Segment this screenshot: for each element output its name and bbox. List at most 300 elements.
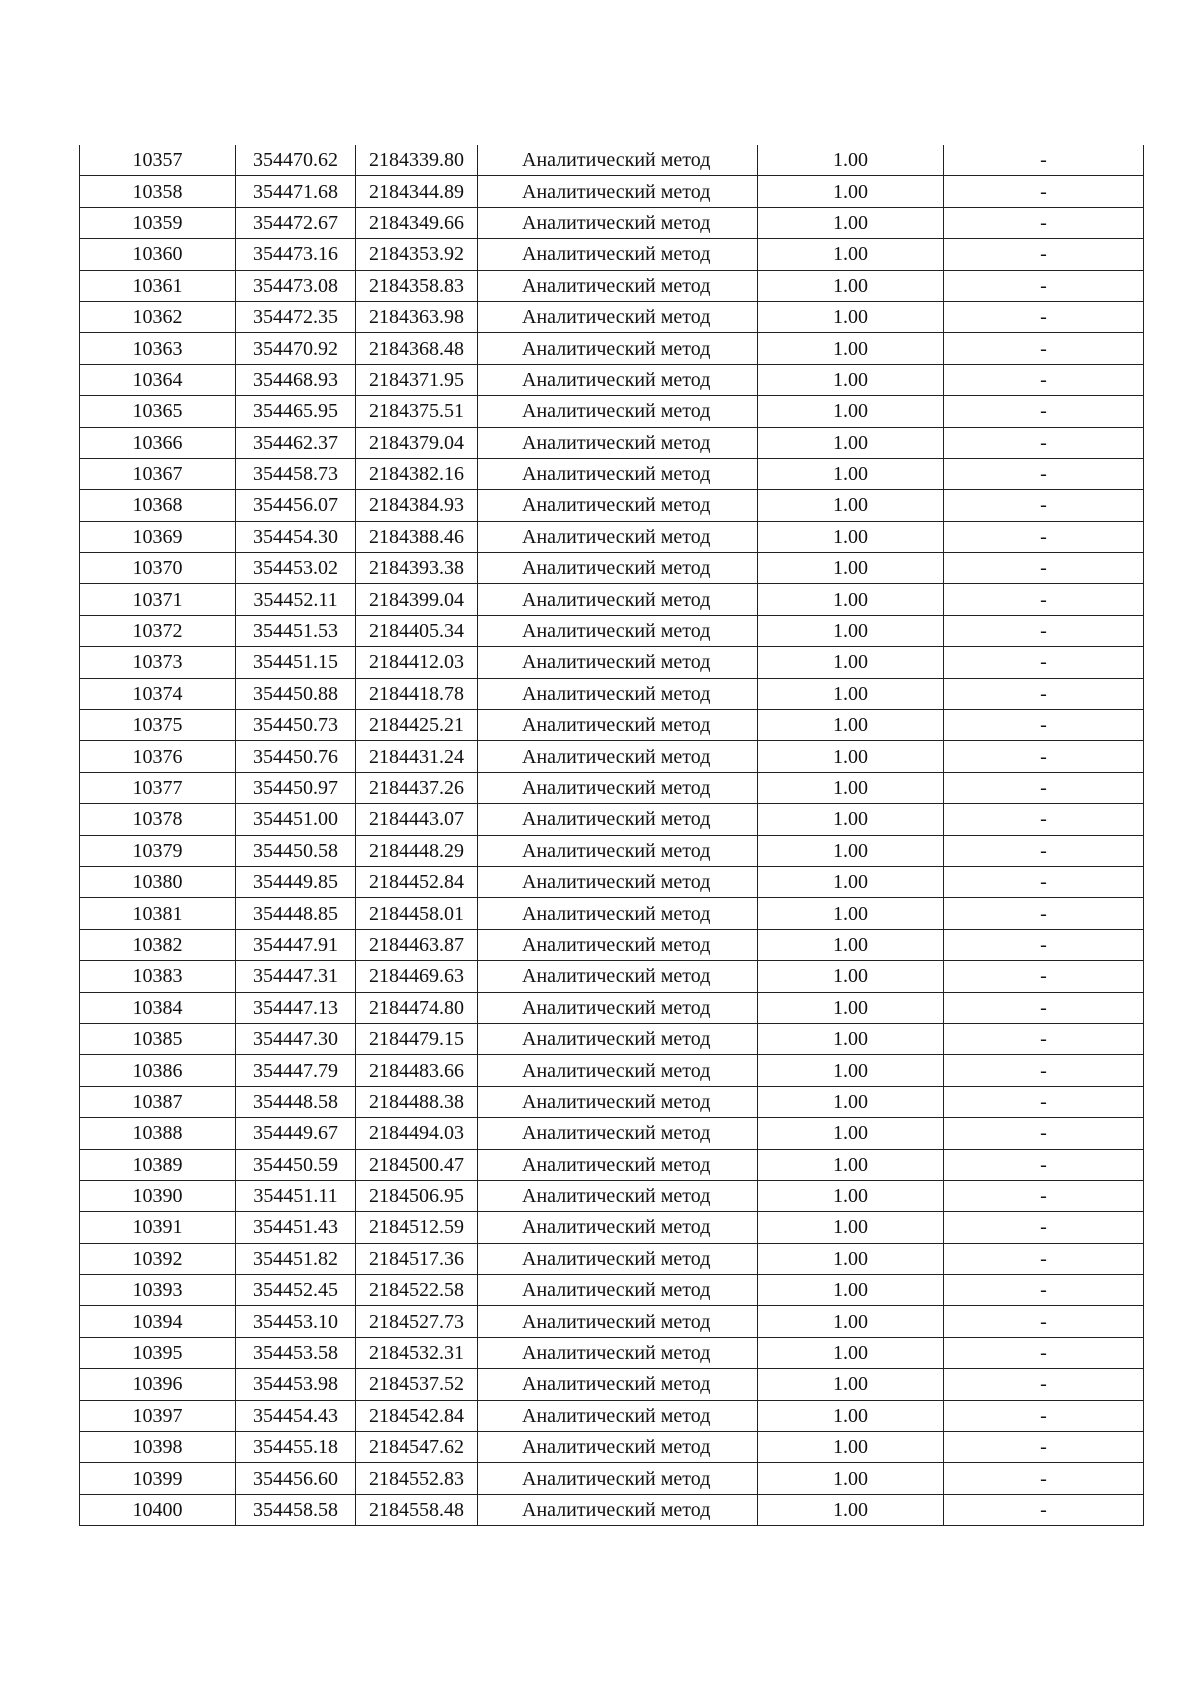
description-cell: - (944, 145, 1144, 176)
accuracy-cell: 1.00 (758, 647, 944, 678)
point-number-cell: 10381 (80, 898, 236, 929)
y-coordinate-cell: 2184412.03 (356, 647, 478, 678)
accuracy-cell: 1.00 (758, 1023, 944, 1054)
description-cell: - (944, 333, 1144, 364)
x-coordinate-cell: 354451.15 (236, 647, 356, 678)
table-row (80, 427, 1144, 458)
x-coordinate-cell: 354447.31 (236, 961, 356, 992)
description-cell: - (944, 207, 1144, 238)
y-coordinate-cell: 2184393.38 (356, 553, 478, 584)
point-number-cell: 10375 (80, 710, 236, 741)
x-coordinate-cell: 354451.11 (236, 1180, 356, 1211)
method-cell: Аналитический метод (478, 835, 758, 866)
method-cell: Аналитический метод (478, 490, 758, 521)
method-cell: Аналитический метод (478, 1118, 758, 1149)
method-cell: Аналитический метод (478, 396, 758, 427)
point-number-cell: 10394 (80, 1306, 236, 1337)
table-row (80, 584, 1144, 615)
point-number-cell: 10374 (80, 678, 236, 709)
y-coordinate-cell: 2184371.95 (356, 364, 478, 395)
y-coordinate-cell: 2184506.95 (356, 1180, 478, 1211)
point-number-cell: 10363 (80, 333, 236, 364)
x-coordinate-cell: 354452.45 (236, 1275, 356, 1306)
x-coordinate-cell: 354465.95 (236, 396, 356, 427)
x-coordinate-cell: 354447.79 (236, 1055, 356, 1086)
description-cell: - (944, 176, 1144, 207)
accuracy-cell: 1.00 (758, 458, 944, 489)
accuracy-cell: 1.00 (758, 427, 944, 458)
description-cell: - (944, 1337, 1144, 1368)
table-row (80, 145, 1144, 176)
description-cell: - (944, 1086, 1144, 1117)
x-coordinate-cell: 354458.58 (236, 1494, 356, 1525)
table-row (80, 239, 1144, 270)
accuracy-cell: 1.00 (758, 1337, 944, 1368)
x-coordinate-cell: 354472.67 (236, 207, 356, 238)
accuracy-cell: 1.00 (758, 804, 944, 835)
description-cell: - (944, 458, 1144, 489)
description-cell: - (944, 1306, 1144, 1337)
method-cell: Аналитический метод (478, 1180, 758, 1211)
table-row (80, 1243, 1144, 1274)
table-row (80, 458, 1144, 489)
table-row (80, 1275, 1144, 1306)
y-coordinate-cell: 2184552.83 (356, 1463, 478, 1494)
x-coordinate-cell: 354449.67 (236, 1118, 356, 1149)
y-coordinate-cell: 2184344.89 (356, 176, 478, 207)
description-cell: - (944, 678, 1144, 709)
x-coordinate-cell: 354454.43 (236, 1400, 356, 1431)
point-number-cell: 10390 (80, 1180, 236, 1211)
description-cell: - (944, 1149, 1144, 1180)
table-row (80, 1086, 1144, 1117)
description-cell: - (944, 1118, 1144, 1149)
description-cell: - (944, 553, 1144, 584)
x-coordinate-cell: 354453.10 (236, 1306, 356, 1337)
y-coordinate-cell: 2184358.83 (356, 270, 478, 301)
table-row (80, 553, 1144, 584)
method-cell: Аналитический метод (478, 678, 758, 709)
point-number-cell: 10391 (80, 1212, 236, 1243)
table-row (80, 710, 1144, 741)
y-coordinate-cell: 2184399.04 (356, 584, 478, 615)
description-cell: - (944, 866, 1144, 897)
description-cell: - (944, 1055, 1144, 1086)
point-number-cell: 10383 (80, 961, 236, 992)
accuracy-cell: 1.00 (758, 333, 944, 364)
table-row (80, 1306, 1144, 1337)
description-cell: - (944, 804, 1144, 835)
table-row (80, 615, 1144, 646)
y-coordinate-cell: 2184532.31 (356, 1337, 478, 1368)
method-cell: Аналитический метод (478, 521, 758, 552)
accuracy-cell: 1.00 (758, 521, 944, 552)
y-coordinate-cell: 2184431.24 (356, 741, 478, 772)
accuracy-cell: 1.00 (758, 772, 944, 803)
accuracy-cell: 1.00 (758, 145, 944, 176)
x-coordinate-cell: 354451.82 (236, 1243, 356, 1274)
point-number-cell: 10377 (80, 772, 236, 803)
method-cell: Аналитический метод (478, 1023, 758, 1054)
x-coordinate-cell: 354451.53 (236, 615, 356, 646)
point-number-cell: 10386 (80, 1055, 236, 1086)
accuracy-cell: 1.00 (758, 929, 944, 960)
accuracy-cell: 1.00 (758, 678, 944, 709)
description-cell: - (944, 741, 1144, 772)
accuracy-cell: 1.00 (758, 301, 944, 332)
table-row (80, 1023, 1144, 1054)
description-cell: - (944, 521, 1144, 552)
table-row (80, 741, 1144, 772)
point-number-cell: 10371 (80, 584, 236, 615)
method-cell: Аналитический метод (478, 1432, 758, 1463)
point-number-cell: 10384 (80, 992, 236, 1023)
description-cell: - (944, 992, 1144, 1023)
accuracy-cell: 1.00 (758, 1400, 944, 1431)
method-cell: Аналитический метод (478, 333, 758, 364)
table-row (80, 647, 1144, 678)
method-cell: Аналитический метод (478, 584, 758, 615)
table-row (80, 772, 1144, 803)
x-coordinate-cell: 354462.37 (236, 427, 356, 458)
x-coordinate-cell: 354450.76 (236, 741, 356, 772)
table-row (80, 1180, 1144, 1211)
method-cell: Аналитический метод (478, 929, 758, 960)
y-coordinate-cell: 2184448.29 (356, 835, 478, 866)
method-cell: Аналитический метод (478, 1400, 758, 1431)
method-cell: Аналитический метод (478, 176, 758, 207)
description-cell: - (944, 1275, 1144, 1306)
table-row (80, 1118, 1144, 1149)
table-row (80, 301, 1144, 332)
y-coordinate-cell: 2184382.16 (356, 458, 478, 489)
y-coordinate-cell: 2184425.21 (356, 710, 478, 741)
method-cell: Аналитический метод (478, 804, 758, 835)
method-cell: Аналитический метод (478, 364, 758, 395)
method-cell: Аналитический метод (478, 1243, 758, 1274)
table-row (80, 1055, 1144, 1086)
y-coordinate-cell: 2184452.84 (356, 866, 478, 897)
method-cell: Аналитический метод (478, 145, 758, 176)
description-cell: - (944, 961, 1144, 992)
y-coordinate-cell: 2184517.36 (356, 1243, 478, 1274)
point-number-cell: 10398 (80, 1432, 236, 1463)
table-row (80, 804, 1144, 835)
x-coordinate-cell: 354451.43 (236, 1212, 356, 1243)
x-coordinate-cell: 354454.30 (236, 521, 356, 552)
table-row (80, 490, 1144, 521)
description-cell: - (944, 1494, 1144, 1525)
y-coordinate-cell: 2184558.48 (356, 1494, 478, 1525)
x-coordinate-cell: 354450.73 (236, 710, 356, 741)
point-number-cell: 10361 (80, 270, 236, 301)
description-cell: - (944, 1432, 1144, 1463)
description-cell: - (944, 364, 1144, 395)
accuracy-cell: 1.00 (758, 741, 944, 772)
accuracy-cell: 1.00 (758, 1118, 944, 1149)
accuracy-cell: 1.00 (758, 961, 944, 992)
point-number-cell: 10357 (80, 145, 236, 176)
point-number-cell: 10387 (80, 1086, 236, 1117)
method-cell: Аналитический метод (478, 270, 758, 301)
x-coordinate-cell: 354470.62 (236, 145, 356, 176)
table-row (80, 176, 1144, 207)
y-coordinate-cell: 2184474.80 (356, 992, 478, 1023)
point-number-cell: 10399 (80, 1463, 236, 1494)
method-cell: Аналитический метод (478, 301, 758, 332)
accuracy-cell: 1.00 (758, 1243, 944, 1274)
accuracy-cell: 1.00 (758, 239, 944, 270)
description-cell: - (944, 490, 1144, 521)
x-coordinate-cell: 354471.68 (236, 176, 356, 207)
x-coordinate-cell: 354453.02 (236, 553, 356, 584)
description-cell: - (944, 301, 1144, 332)
description-cell: - (944, 710, 1144, 741)
table-row (80, 961, 1144, 992)
y-coordinate-cell: 2184368.48 (356, 333, 478, 364)
point-number-cell: 10382 (80, 929, 236, 960)
point-number-cell: 10367 (80, 458, 236, 489)
point-number-cell: 10392 (80, 1243, 236, 1274)
x-coordinate-cell: 354455.18 (236, 1432, 356, 1463)
y-coordinate-cell: 2184339.80 (356, 145, 478, 176)
method-cell: Аналитический метод (478, 1275, 758, 1306)
x-coordinate-cell: 354447.91 (236, 929, 356, 960)
description-cell: - (944, 647, 1144, 678)
table-row (80, 992, 1144, 1023)
point-number-cell: 10393 (80, 1275, 236, 1306)
method-cell: Аналитический метод (478, 772, 758, 803)
description-cell: - (944, 396, 1144, 427)
description-cell: - (944, 239, 1144, 270)
y-coordinate-cell: 2184542.84 (356, 1400, 478, 1431)
accuracy-cell: 1.00 (758, 396, 944, 427)
description-cell: - (944, 835, 1144, 866)
x-coordinate-cell: 354448.58 (236, 1086, 356, 1117)
x-coordinate-cell: 354458.73 (236, 458, 356, 489)
method-cell: Аналитический метод (478, 458, 758, 489)
y-coordinate-cell: 2184349.66 (356, 207, 478, 238)
accuracy-cell: 1.00 (758, 553, 944, 584)
accuracy-cell: 1.00 (758, 364, 944, 395)
description-cell: - (944, 427, 1144, 458)
x-coordinate-cell: 354451.00 (236, 804, 356, 835)
method-cell: Аналитический метод (478, 992, 758, 1023)
method-cell: Аналитический метод (478, 647, 758, 678)
y-coordinate-cell: 2184479.15 (356, 1023, 478, 1054)
x-coordinate-cell: 354453.98 (236, 1369, 356, 1400)
table-row (80, 835, 1144, 866)
accuracy-cell: 1.00 (758, 1086, 944, 1117)
y-coordinate-cell: 2184363.98 (356, 301, 478, 332)
point-number-cell: 10379 (80, 835, 236, 866)
table-row (80, 1212, 1144, 1243)
method-cell: Аналитический метод (478, 710, 758, 741)
accuracy-cell: 1.00 (758, 1055, 944, 1086)
description-cell: - (944, 1369, 1144, 1400)
accuracy-cell: 1.00 (758, 835, 944, 866)
accuracy-cell: 1.00 (758, 615, 944, 646)
x-coordinate-cell: 354448.85 (236, 898, 356, 929)
point-number-cell: 10389 (80, 1149, 236, 1180)
y-coordinate-cell: 2184379.04 (356, 427, 478, 458)
coordinates-table-body (80, 145, 1144, 1526)
description-cell: - (944, 584, 1144, 615)
description-cell: - (944, 1212, 1144, 1243)
table-row (80, 207, 1144, 238)
y-coordinate-cell: 2184469.63 (356, 961, 478, 992)
method-cell: Аналитический метод (478, 1306, 758, 1337)
accuracy-cell: 1.00 (758, 1149, 944, 1180)
x-coordinate-cell: 354452.11 (236, 584, 356, 615)
method-cell: Аналитический метод (478, 1369, 758, 1400)
y-coordinate-cell: 2184527.73 (356, 1306, 478, 1337)
y-coordinate-cell: 2184405.34 (356, 615, 478, 646)
point-number-cell: 10380 (80, 866, 236, 897)
description-cell: - (944, 1400, 1144, 1431)
table-row (80, 1463, 1144, 1494)
description-cell: - (944, 1243, 1144, 1274)
x-coordinate-cell: 354473.16 (236, 239, 356, 270)
x-coordinate-cell: 354447.30 (236, 1023, 356, 1054)
table-row (80, 1400, 1144, 1431)
table-row (80, 364, 1144, 395)
description-cell: - (944, 772, 1144, 803)
point-number-cell: 10368 (80, 490, 236, 521)
table-row (80, 1494, 1144, 1525)
x-coordinate-cell: 354450.97 (236, 772, 356, 803)
point-number-cell: 10373 (80, 647, 236, 678)
table-row (80, 396, 1144, 427)
method-cell: Аналитический метод (478, 1337, 758, 1368)
accuracy-cell: 1.00 (758, 1432, 944, 1463)
x-coordinate-cell: 354450.58 (236, 835, 356, 866)
y-coordinate-cell: 2184512.59 (356, 1212, 478, 1243)
point-number-cell: 10376 (80, 741, 236, 772)
method-cell: Аналитический метод (478, 1055, 758, 1086)
point-number-cell: 10400 (80, 1494, 236, 1525)
accuracy-cell: 1.00 (758, 866, 944, 897)
coordinates-table (79, 145, 1144, 1526)
x-coordinate-cell: 354449.85 (236, 866, 356, 897)
accuracy-cell: 1.00 (758, 270, 944, 301)
method-cell: Аналитический метод (478, 427, 758, 458)
y-coordinate-cell: 2184483.66 (356, 1055, 478, 1086)
x-coordinate-cell: 354453.58 (236, 1337, 356, 1368)
accuracy-cell: 1.00 (758, 176, 944, 207)
accuracy-cell: 1.00 (758, 1180, 944, 1211)
point-number-cell: 10388 (80, 1118, 236, 1149)
accuracy-cell: 1.00 (758, 1494, 944, 1525)
accuracy-cell: 1.00 (758, 1212, 944, 1243)
description-cell: - (944, 929, 1144, 960)
description-cell: - (944, 615, 1144, 646)
x-coordinate-cell: 354473.08 (236, 270, 356, 301)
point-number-cell: 10372 (80, 615, 236, 646)
accuracy-cell: 1.00 (758, 490, 944, 521)
x-coordinate-cell: 354468.93 (236, 364, 356, 395)
y-coordinate-cell: 2184375.51 (356, 396, 478, 427)
y-coordinate-cell: 2184384.93 (356, 490, 478, 521)
method-cell: Аналитический метод (478, 207, 758, 238)
table-row (80, 929, 1144, 960)
method-cell: Аналитический метод (478, 553, 758, 584)
x-coordinate-cell: 354447.13 (236, 992, 356, 1023)
method-cell: Аналитический метод (478, 898, 758, 929)
point-number-cell: 10370 (80, 553, 236, 584)
table-row (80, 678, 1144, 709)
point-number-cell: 10360 (80, 239, 236, 270)
point-number-cell: 10358 (80, 176, 236, 207)
table-row (80, 1369, 1144, 1400)
method-cell: Аналитический метод (478, 1463, 758, 1494)
accuracy-cell: 1.00 (758, 207, 944, 238)
description-cell: - (944, 1023, 1144, 1054)
accuracy-cell: 1.00 (758, 710, 944, 741)
y-coordinate-cell: 2184418.78 (356, 678, 478, 709)
method-cell: Аналитический метод (478, 741, 758, 772)
point-number-cell: 10366 (80, 427, 236, 458)
point-number-cell: 10364 (80, 364, 236, 395)
x-coordinate-cell: 354456.07 (236, 490, 356, 521)
table-row (80, 1337, 1144, 1368)
method-cell: Аналитический метод (478, 961, 758, 992)
description-cell: - (944, 1180, 1144, 1211)
y-coordinate-cell: 2184494.03 (356, 1118, 478, 1149)
method-cell: Аналитический метод (478, 1212, 758, 1243)
table-row (80, 1432, 1144, 1463)
point-number-cell: 10385 (80, 1023, 236, 1054)
table-row (80, 521, 1144, 552)
accuracy-cell: 1.00 (758, 584, 944, 615)
x-coordinate-cell: 354450.59 (236, 1149, 356, 1180)
point-number-cell: 10362 (80, 301, 236, 332)
y-coordinate-cell: 2184463.87 (356, 929, 478, 960)
y-coordinate-cell: 2184353.92 (356, 239, 478, 270)
table-row (80, 1149, 1144, 1180)
accuracy-cell: 1.00 (758, 898, 944, 929)
description-cell: - (944, 270, 1144, 301)
method-cell: Аналитический метод (478, 1149, 758, 1180)
y-coordinate-cell: 2184537.52 (356, 1369, 478, 1400)
accuracy-cell: 1.00 (758, 1306, 944, 1337)
point-number-cell: 10365 (80, 396, 236, 427)
method-cell: Аналитический метод (478, 866, 758, 897)
description-cell: - (944, 898, 1144, 929)
point-number-cell: 10395 (80, 1337, 236, 1368)
table-row (80, 270, 1144, 301)
y-coordinate-cell: 2184500.47 (356, 1149, 478, 1180)
method-cell: Аналитический метод (478, 615, 758, 646)
point-number-cell: 10369 (80, 521, 236, 552)
y-coordinate-cell: 2184522.58 (356, 1275, 478, 1306)
y-coordinate-cell: 2184437.26 (356, 772, 478, 803)
y-coordinate-cell: 2184458.01 (356, 898, 478, 929)
description-cell: - (944, 1463, 1144, 1494)
point-number-cell: 10378 (80, 804, 236, 835)
accuracy-cell: 1.00 (758, 1463, 944, 1494)
method-cell: Аналитический метод (478, 239, 758, 270)
y-coordinate-cell: 2184443.07 (356, 804, 478, 835)
x-coordinate-cell: 354470.92 (236, 333, 356, 364)
x-coordinate-cell: 354450.88 (236, 678, 356, 709)
table-row (80, 333, 1144, 364)
point-number-cell: 10396 (80, 1369, 236, 1400)
method-cell: Аналитический метод (478, 1086, 758, 1117)
accuracy-cell: 1.00 (758, 992, 944, 1023)
point-number-cell: 10397 (80, 1400, 236, 1431)
point-number-cell: 10359 (80, 207, 236, 238)
